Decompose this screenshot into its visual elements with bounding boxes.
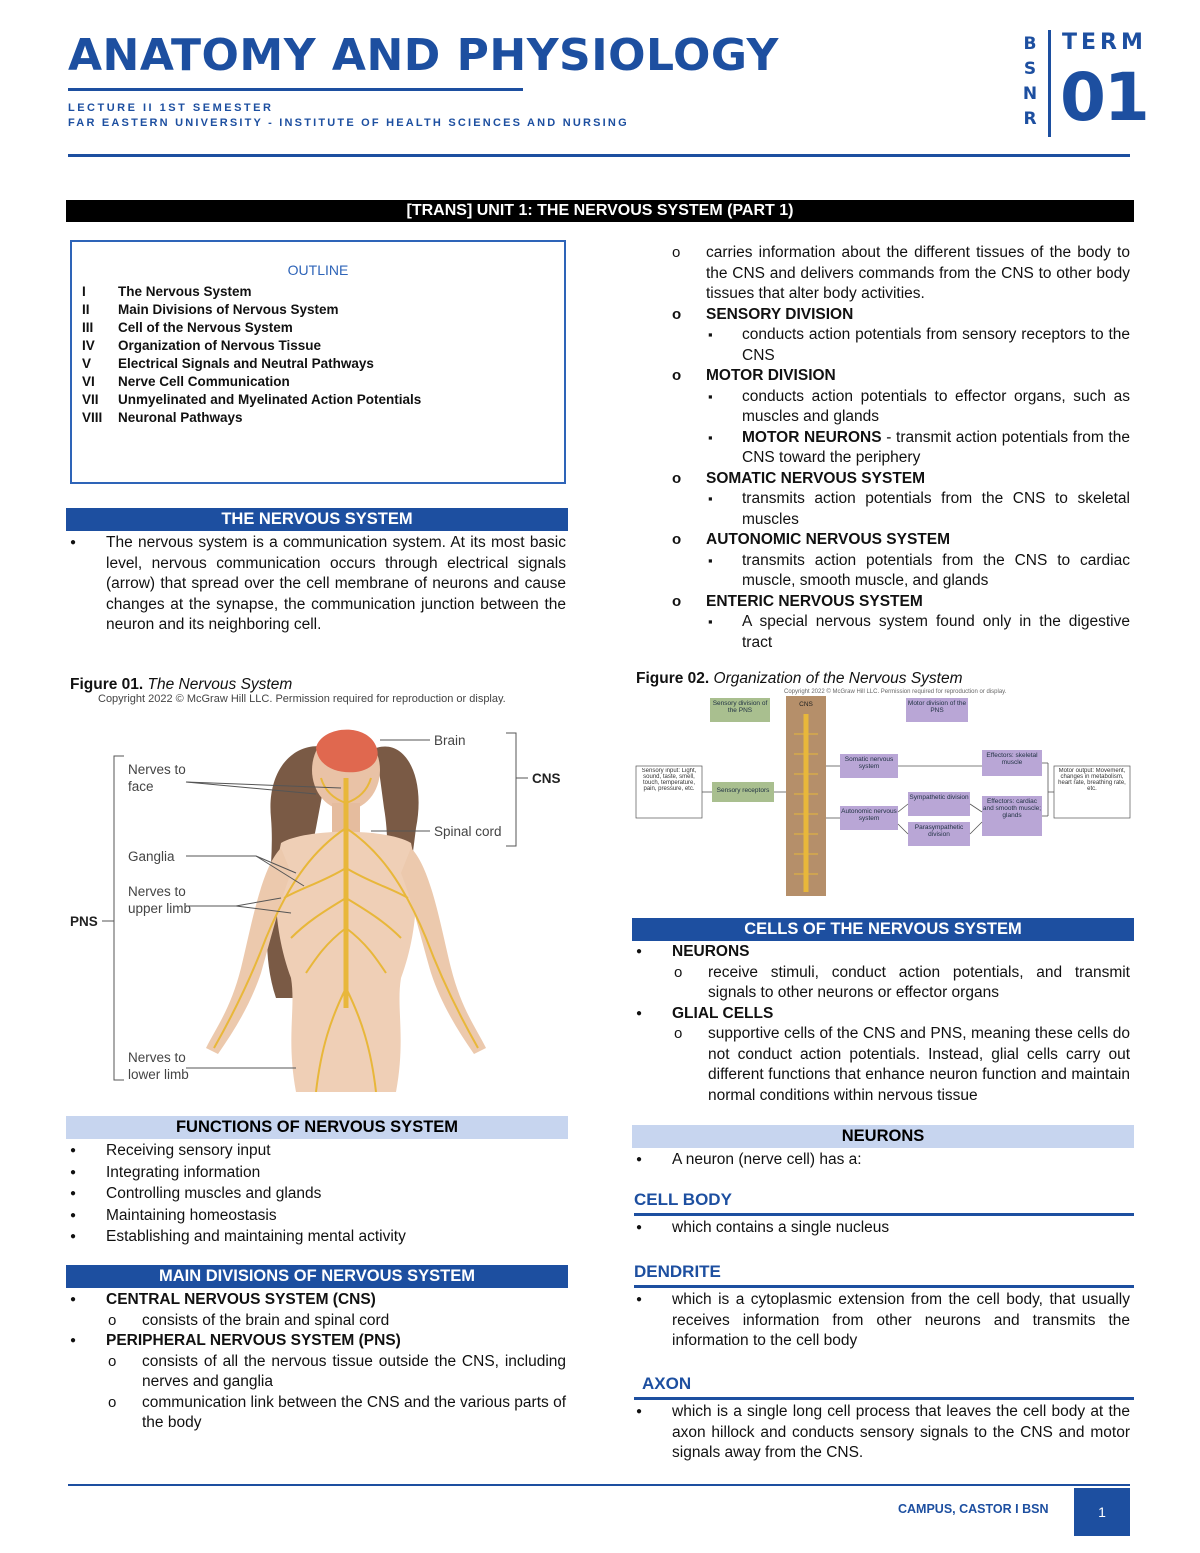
axon-text: ● which is a single long cell process that leaves the cell body at the axon hillock and conducts sensory signals to the CNS and motor signals away from the CNS. bbox=[632, 1402, 1130, 1464]
outline-item: V Electrical Signals and Neutral Pathways bbox=[82, 356, 374, 371]
outline-item: VI Nerve Cell Communication bbox=[82, 374, 290, 389]
list-item: o SENSORY DIVISION bbox=[634, 305, 1130, 326]
footer-rule bbox=[68, 1484, 1130, 1486]
outline-item: VIII Neuronal Pathways bbox=[82, 410, 243, 425]
list-item: ● Controlling muscles and glands bbox=[66, 1183, 566, 1205]
list-item: ▪ transmits action potentials from the CNS to skeletal muscles bbox=[634, 489, 1130, 530]
page-number: 1 bbox=[1074, 1488, 1130, 1536]
dendrite-text: ● which is a cytoplasmic extension from the cell body, that usually receives information from other neurons and transmits the information to the cell body bbox=[632, 1290, 1130, 1352]
list-item: ▪ conducts action potentials to effector organs, such as muscles and glands bbox=[634, 387, 1130, 428]
list-item: ● GLIAL CELLS bbox=[632, 1004, 1130, 1025]
header-rule bbox=[68, 154, 1130, 157]
section-heading-functions: FUNCTIONS OF NERVOUS SYSTEM bbox=[66, 1116, 568, 1139]
list-item: o consists of all the nervous tissue outside the CNS, including nerves and ganglia bbox=[66, 1352, 566, 1393]
list-item: o ENTERIC NERVOUS SYSTEM bbox=[634, 592, 1130, 613]
svg-text:Spinal cord: Spinal cord bbox=[434, 824, 502, 839]
list-item: o SOMATIC NERVOUS SYSTEM bbox=[634, 469, 1130, 490]
university-subtitle: FAR EASTERN UNIVERSITY - INSTITUTE OF HEALTH SCIENCES AND NURSING bbox=[68, 117, 629, 129]
list-item: o AUTONOMIC NERVOUS SYSTEM bbox=[634, 530, 1130, 551]
outline-title: OUTLINE bbox=[287, 262, 349, 278]
list-item: o receive stimuli, conduct action potentials, and transmit signals to other neurons or effector organs bbox=[632, 963, 1130, 1004]
term-number: 01 bbox=[1060, 59, 1148, 136]
outline-item: VII Unmyelinated and Myelinated Action Potentials bbox=[82, 392, 422, 407]
figure-02-caption: Figure 02. Organization of the Nervous System bbox=[636, 670, 963, 687]
nervous-system-figure bbox=[66, 708, 566, 1092]
list-item: ▪ MOTOR NEURONS - transmit action potentials from the CNS toward the periphery bbox=[634, 428, 1130, 469]
term-divider bbox=[1048, 30, 1051, 137]
program-code: B S N R bbox=[1022, 34, 1038, 129]
list-item: ● CENTRAL NERVOUS SYSTEM (CNS) bbox=[66, 1290, 566, 1311]
organization-diagram: Copyright 2022 © McGraw Hill LLC. Permission required for reproduction or display. Sensory division of the PNS CNS Motor division of the PNS Sensory input: Light, sound, taste, smell, touch, temperature, pain, pressure, etc. Sensory receptors Somatic nervous system Effectors: skeletal muscle Motor output: Movement, changes in metabolism, heart rate, breathing rate, etc. Autonomic nervous system Sympathetic division Parasympathetic division Effectors: cardiac and smooth muscle; glands bbox=[634, 684, 1132, 898]
axon-heading: AXON bbox=[634, 1374, 1134, 1400]
section-heading-cells: CELLS OF THE NERVOUS SYSTEM bbox=[632, 918, 1134, 941]
functions-list bbox=[66, 1140, 566, 1248]
unit-title-bar: [TRANS] UNIT 1: THE NERVOUS SYSTEM (PART 1) bbox=[66, 200, 1134, 222]
cells-list bbox=[632, 942, 1130, 1106]
list-item: ● Establishing and maintaining mental activity bbox=[66, 1226, 566, 1248]
list-item: ● Receiving sensory input bbox=[66, 1140, 566, 1162]
list-item: ▪ A special nervous system found only in the digestive tract bbox=[634, 612, 1130, 653]
nervous-system-paragraph: ● The nervous system is a communication system. At its most basic level, nervous communication occurs through electrical signals (arrow) that spread over the cell membrane of neurons and cause changes at the synapse, the communication junction between the neuron and its neighboring cell. bbox=[66, 533, 566, 636]
lecture-subtitle: LECTURE II 1ST SEMESTER bbox=[68, 102, 274, 114]
list-item: o carries information about the different tissues of the body to the CNS and delivers commands from the CNS to other body tissues that alter body activities. bbox=[634, 243, 1130, 305]
neurons-intro: ● A neuron (nerve cell) has a: bbox=[632, 1150, 1130, 1171]
svg-text:CNS: CNS bbox=[532, 771, 561, 786]
svg-text:Copyright 2022 © McGraw Hill L: Copyright 2022 © McGraw Hill LLC. Permission required for reproduction or display. bbox=[784, 689, 1007, 695]
list-item: ▪ transmits action potentials from the CNS to cardiac muscle, smooth muscle, and glands bbox=[634, 551, 1130, 592]
title-underline bbox=[68, 88, 523, 91]
svg-text:Nerves to: Nerves to bbox=[128, 884, 186, 899]
cell-body-text: ● which contains a single nucleus bbox=[632, 1218, 1130, 1239]
document-title: ANATOMY AND PHYSIOLOGY bbox=[68, 30, 779, 81]
figure-01-caption: Figure 01. The Nervous System bbox=[70, 676, 293, 693]
section-heading-main-divisions: MAIN DIVISIONS OF NERVOUS SYSTEM bbox=[66, 1265, 568, 1288]
section-heading-nervous-system: THE NERVOUS SYSTEM bbox=[66, 508, 568, 531]
outline-item: I The Nervous System bbox=[82, 284, 252, 299]
list-item: o consists of the brain and spinal cord bbox=[66, 1311, 566, 1332]
footer-campus: CAMPUS, CASTOR I BSN bbox=[898, 1502, 1049, 1516]
dendrite-heading: DENDRITE bbox=[634, 1262, 1134, 1288]
svg-text:face: face bbox=[128, 779, 154, 794]
pns-details-list bbox=[634, 243, 1130, 653]
main-divisions-list bbox=[66, 1290, 566, 1434]
outline-box bbox=[70, 240, 566, 484]
svg-text:lower limb: lower limb bbox=[128, 1067, 189, 1082]
term-label: TERM bbox=[1062, 30, 1147, 55]
list-item: ● Maintaining homeostasis bbox=[66, 1205, 566, 1227]
svg-text:PNS: PNS bbox=[70, 914, 98, 929]
list-item: ▪ conducts action potentials from sensory receptors to the CNS bbox=[634, 325, 1130, 366]
list-item: ● PERIPHERAL NERVOUS SYSTEM (PNS) bbox=[66, 1331, 566, 1352]
figure-01-copyright: Copyright 2022 © McGraw Hill LLC. Permission required for reproduction or display. bbox=[98, 693, 506, 705]
outline-item: III Cell of the Nervous System bbox=[82, 320, 293, 335]
svg-text:Brain: Brain bbox=[434, 733, 466, 748]
list-item: o MOTOR DIVISION bbox=[634, 366, 1130, 387]
list-item: ● Integrating information bbox=[66, 1162, 566, 1184]
svg-text:Nerves to: Nerves to bbox=[128, 762, 186, 777]
svg-text:CNS: CNS bbox=[799, 701, 813, 708]
svg-text:upper limb: upper limb bbox=[128, 901, 192, 916]
list-item: ● NEURONS bbox=[632, 942, 1130, 963]
cell-body-heading: CELL BODY bbox=[634, 1190, 1134, 1216]
svg-text:Ganglia: Ganglia bbox=[128, 849, 175, 864]
section-heading-neurons: NEURONS bbox=[632, 1125, 1134, 1148]
outline-item: IV Organization of Nervous Tissue bbox=[82, 338, 322, 353]
list-item: o communication link between the CNS and the various parts of the body bbox=[66, 1393, 566, 1434]
outline-item: II Main Divisions of Nervous System bbox=[82, 302, 339, 317]
svg-text:Nerves to: Nerves to bbox=[128, 1050, 186, 1065]
list-item: o supportive cells of the CNS and PNS, meaning these cells do not conduct action potentials. Instead, glial cells carry out different functions that enhance neuron function and maintain normal conditions within nervous tissue bbox=[632, 1024, 1130, 1106]
